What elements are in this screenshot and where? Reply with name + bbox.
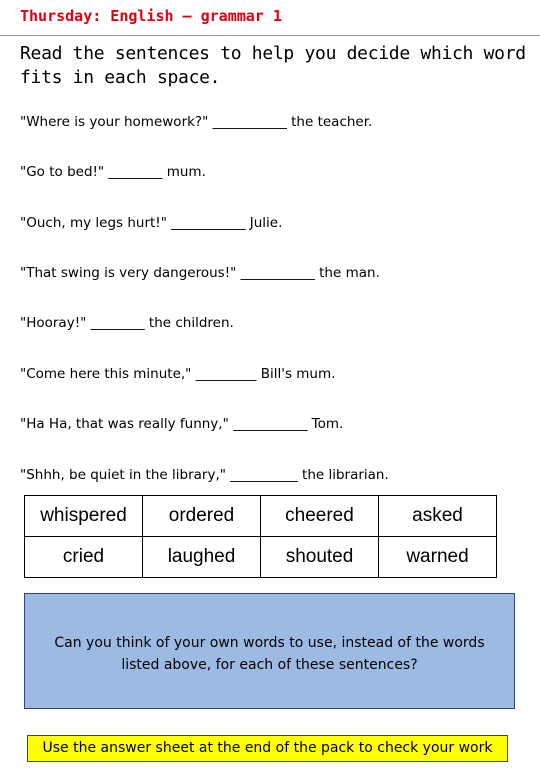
sentence-8: "Shhh, be quiet in the library," __________ the librarian.: [20, 467, 389, 483]
sentence-5: "Hooray!" ________ the children.: [20, 315, 234, 331]
word-bank-table: [24, 495, 497, 578]
word-cell: whispered: [25, 496, 143, 537]
word-cell: cried: [25, 537, 143, 578]
sentence-3: "Ouch, my legs hurt!" ___________ Julie.: [20, 215, 283, 231]
page-header: [0, 0, 540, 36]
answer-sheet-banner: Use the answer sheet at the end of the pack to check your work: [27, 735, 508, 762]
sentence-7: "Ha Ha, that was really funny," ___________ Tom.: [20, 416, 344, 432]
word-bank-row: [25, 496, 497, 537]
page-title: Thursday: English – grammar 1: [20, 7, 282, 25]
sentence-1: "Where is your homework?" ___________ the teacher.: [20, 114, 373, 130]
word-cell: asked: [379, 496, 497, 537]
word-cell: cheered: [261, 496, 379, 537]
sentence-4: "That swing is very dangerous!" ___________ the man.: [20, 265, 380, 281]
word-cell: laughed: [143, 537, 261, 578]
extension-task-box: [24, 593, 515, 709]
sentence-2: "Go to bed!" ________ mum.: [20, 164, 206, 180]
word-cell: shouted: [261, 537, 379, 578]
word-cell: ordered: [143, 496, 261, 537]
extension-task-text: Can you think of your own words to use, instead of the words listed above, for each of these sentences?: [54, 635, 485, 673]
word-bank-row: [25, 537, 497, 578]
sentence-6: "Come here this minute," _________ Bill's mum.: [20, 366, 336, 382]
word-cell: warned: [379, 537, 497, 578]
instructions: Read the sentences to help you decide which word fits in each space.: [20, 43, 526, 88]
